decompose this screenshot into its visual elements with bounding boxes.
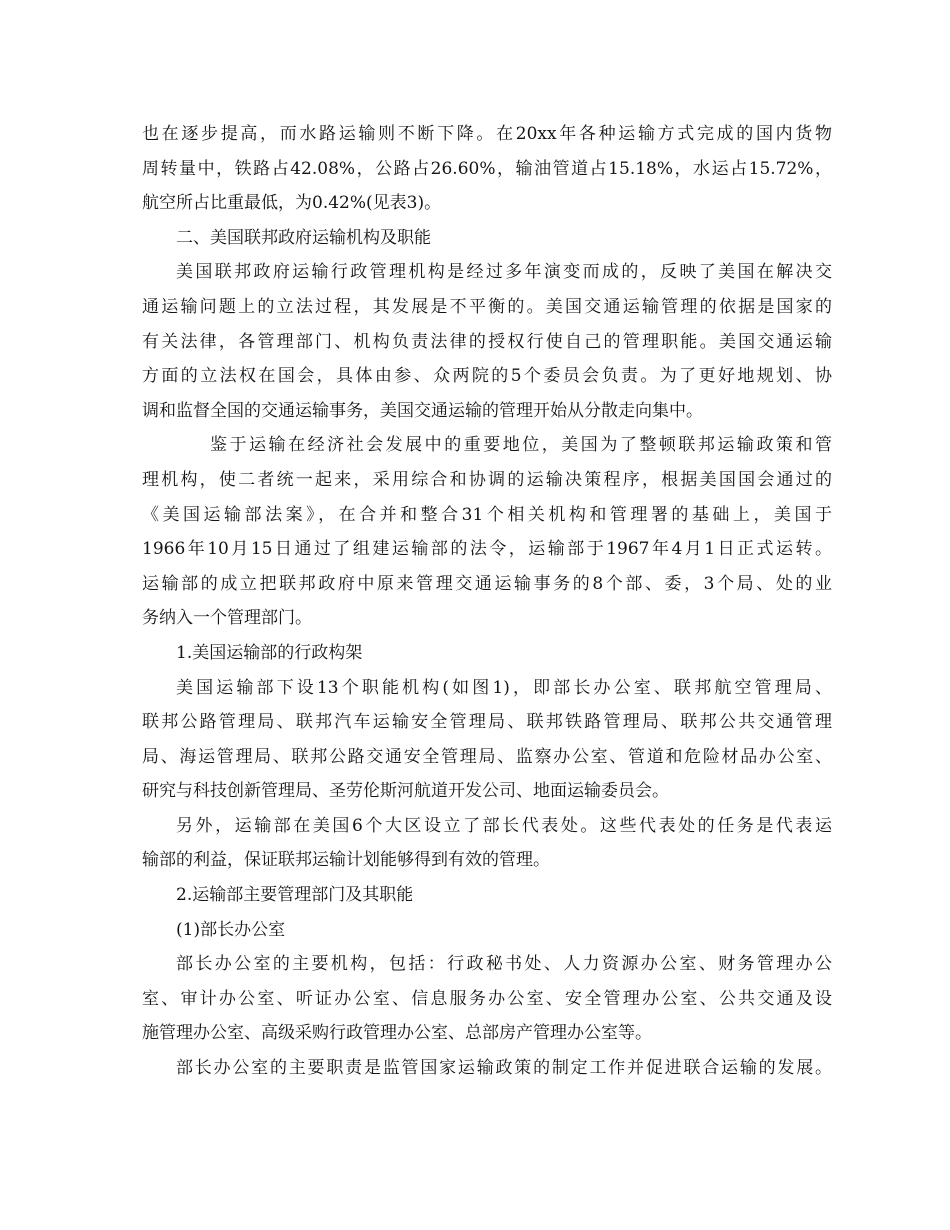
text-line: 运输部的成立把联邦政府中原来管理交通运输事务的8个部、委，3个局、处的业 [142,573,832,594]
text-line: 施管理办公室、高级采购行政管理办公室、总部房产管理办公室等。 [142,1023,652,1044]
paragraph-first-line: 另外，运输部在美国6个大区设立了部长代表处。这些代表处的任务是代表运 [176,815,832,836]
section-heading: 2.运输部主要管理部门及其职能 [176,885,414,906]
text-line: 周转量中，铁路占42.08%，公路占26.60%，输油管道占15.18%，水运占15.72%， [142,158,832,179]
text-line: 航空所占比重最低，为0.42%(见表3)。 [142,193,442,214]
text-line: 室、审计办公室、听证办公室、信息服务办公室、安全管理办公室、公共交通及设 [142,988,832,1009]
text-line: 联邦公路管理局、联邦汽车运输安全管理局、联邦铁路管理局、联邦公共交通管理 [142,712,832,733]
subsection-heading: (1)部长办公室 [176,919,286,940]
text-line: 通运输问题上的立法过程，其发展是不平衡的。美国交通运输管理的依据是国家的 [142,296,832,317]
paragraph-first-line: 鉴于运输在经济社会发展中的重要地位，美国为了整顿联邦运输政策和管 [210,435,832,456]
paragraph-first-line: 美国联邦政府运输行政管理机构是经过多年演变而成的，反映了美国在解决交 [176,262,832,283]
text-line: 输部的利益，保证联邦运输计划能够得到有效的管理。 [142,850,550,871]
section-heading: 二、美国联邦政府运输机构及职能 [176,227,431,248]
text-line: 调和监督全国的交通运输事务，美国交通运输的管理开始从分散走向集中。 [142,400,703,421]
text-line: 也在逐步提高，而水路运输则不断下降。在20xx年各种运输方式完成的国内货物 [142,124,832,144]
paragraph-first-line: 部长办公室的主要职责是监管国家运输政策的制定工作并促进联合运输的发展。 [176,1058,832,1079]
section-heading: 1.美国运输部的行政构架 [176,642,363,663]
text-line: 局、海运管理局、联邦公路交通安全管理局、监察办公室、管道和危险材品办公室、 [142,746,832,767]
text-line: 务纳入一个管理部门。 [142,608,312,629]
text-line: 研究与科技创新管理局、圣劳伦斯河航道开发公司、地面运输委员会。 [142,781,669,802]
paragraph-first-line: 部长办公室的主要机构，包括：行政秘书处、人力资源办公室、财务管理办公 [176,954,832,975]
text-line: 有关法律，各管理部门、机构负责法律的授权行使自己的管理职能。美国交通运输 [142,331,832,352]
text-line: 《美国运输部法案》，在合并和整合31个相关机构和管理署的基础上，美国于 [142,504,832,525]
text-line: 方面的立法权在国会，具体由参、众两院的5个委员会负责。为了更好地规划、协 [142,366,832,387]
paragraph-first-line: 美国运输部下设13个职能机构(如图1)，即部长办公室、联邦航空管理局、 [176,677,832,698]
text-line: 1966年10月15日通过了组建运输部的法令，运输部于1967年4月1日正式运转。 [142,539,832,560]
document-body [142,117,832,1086]
text-line: 理机构，使二者统一起来，采用综合和协调的运输决策程序，根据美国国会通过的 [142,469,832,490]
